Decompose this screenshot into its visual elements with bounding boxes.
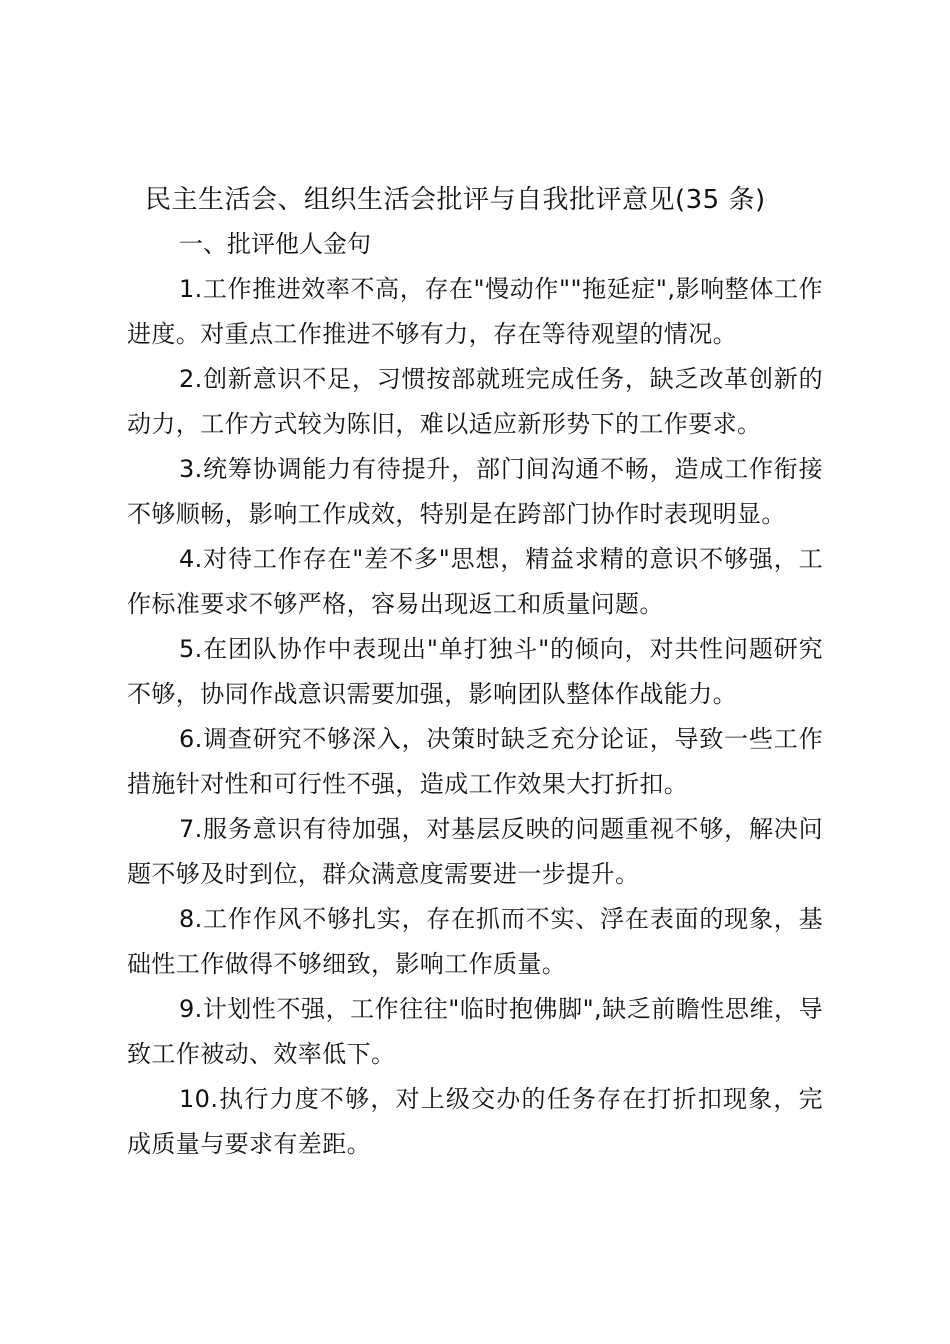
criticism-item-7: 7.服务意识有待加强，对基层反映的问题重视不够，解决问题不够及时到位，群众满意度需要进一步提升。 (127, 815, 823, 888)
criticism-item-3: 3.统筹协调能力有待提升，部门间沟通不畅，造成工作衔接不够顺畅，影响工作成效，特别是在跨部门协作时表现明显。 (127, 455, 823, 528)
criticism-item-8: 8.工作作风不够扎实，存在抓而不实、浮在表面的现象，基础性工作做得不够细致，影响工作质量。 (127, 905, 823, 978)
document-body (127, 178, 823, 1167)
criticism-item-10: 10.执行力度不够，对上级交办的任务存在打折扣现象，完成质量与要求有差距。 (127, 1085, 823, 1158)
criticism-item-1: 1.工作推进效率不高，存在"慢动作""拖延症",影响整体工作进度。对重点工作推进不够有力，存在等待观望的情况。 (127, 275, 823, 348)
criticism-item-6: 6.调查研究不够深入，决策时缺乏充分论证，导致一些工作措施针对性和可行性不强，造成工作效果大打折扣。 (127, 725, 823, 798)
section-heading: 一、批评他人金句 (179, 230, 371, 258)
criticism-item-9: 9.计划性不强，工作往往"临时抱佛脚",缺乏前瞻性思维，导致工作被动、效率低下。 (127, 995, 823, 1068)
criticism-item-2: 2.创新意识不足，习惯按部就班完成任务，缺乏改革创新的动力，工作方式较为陈旧，难以适应新形势下的工作要求。 (127, 365, 823, 438)
document-title: 民主生活会、组织生活会批评与自我批评意见(35 条) (145, 185, 766, 215)
criticism-item-4: 4.对待工作存在"差不多"思想，精益求精的意识不够强，工作标准要求不够严格，容易出现返工和质量问题。 (127, 545, 823, 618)
criticism-item-5: 5.在团队协作中表现出"单打独斗"的倾向，对共性问题研究不够，协同作战意识需要加强，影响团队整体作战能力。 (127, 635, 823, 708)
